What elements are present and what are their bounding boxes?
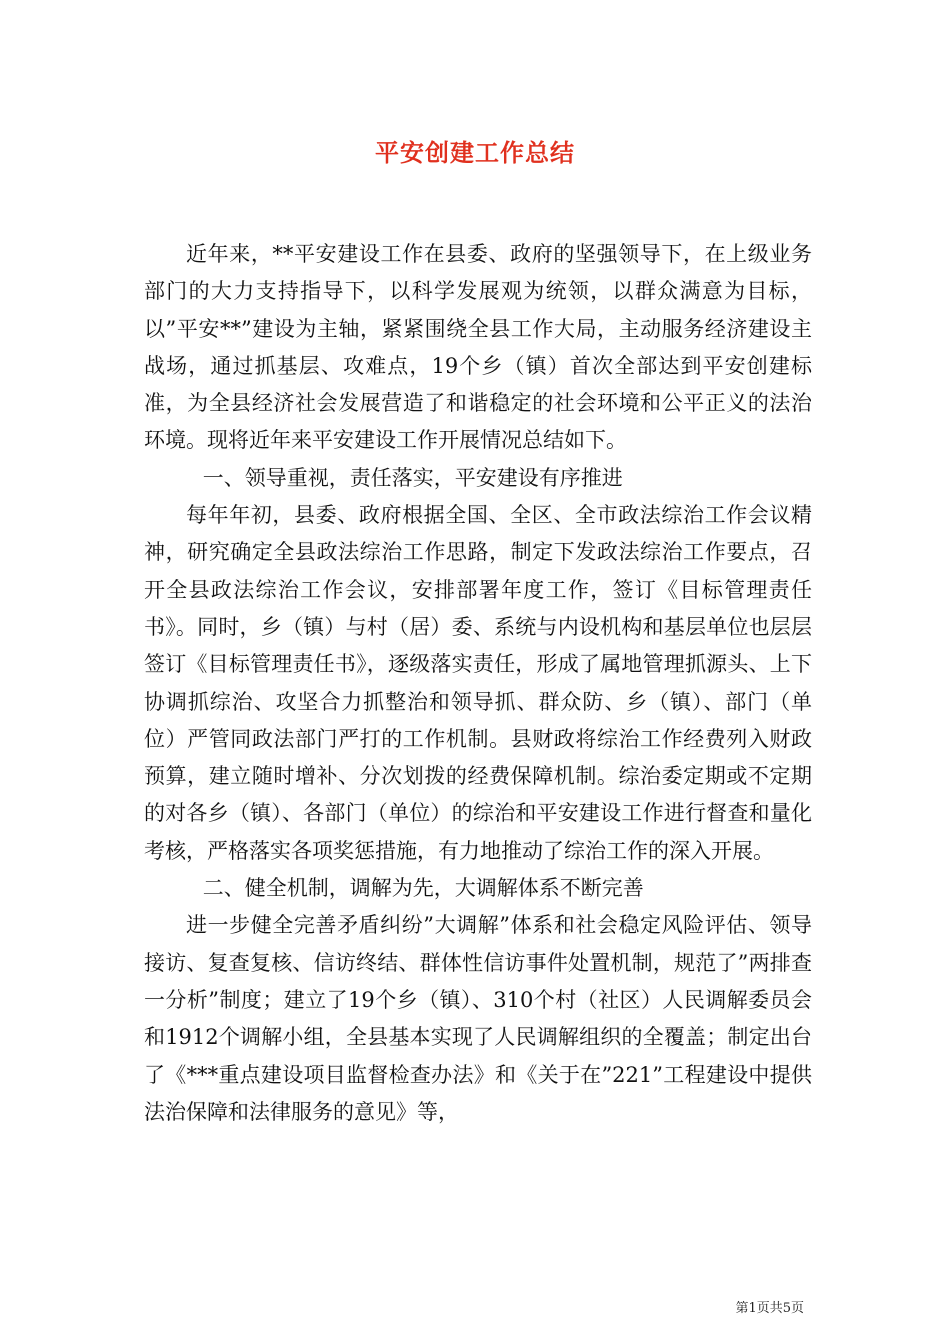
paragraph-section-2: 进一步健全完善矛盾纠纷”大调解”体系和社会稳定风险评估、领导接访、复查复核、信访终结、群体性信访事件处置机制，规范了”两排查一分析”制度；建立了19个乡（镇）、310个村（社区）人民调解委员会和1912个调解小组，全县基本实现了人民调解组织的全覆盖；制定出台了《***重点建设项目监督检查办法》和《关于在”221”工程建设中提供法治保障和法律服务的意见》等， — [144, 913, 812, 1124]
section-heading-2: 二、健全机制，调解为先，大调解体系不断完善 — [202, 876, 644, 901]
page-number: 第1页共5页 — [735, 1301, 804, 1316]
section-heading-1: 一、领导重视，责任落实，平安建设有序推进 — [202, 465, 623, 490]
document-title: 平安创建工作总结 — [375, 138, 575, 167]
document-body — [144, 236, 812, 1131]
paragraph-section-1: 每年年初，县委、政府根据全国、全区、全市政法综治工作会议精神，研究确定全县政法综治工作思路，制定下发政法综治工作要点，召开全县政法综治工作会议，安排部署年度工作，签订《目标管理责任书》。同时，乡（镇）与村（居）委、系统与内设机构和基层单位也层层签订《目标管理责任书》，逐级落实责任，形成了属地管理抓源头、上下协调抓综治、攻坚合力抓整治和领导抓、群众防、乡（镇）、部门（单位）严管同政法部门严打的工作机制。县财政将综治工作经费列入财政预算，建立随时增补、分次划拨的经费保障机制。综治委定期或不定期的对各乡（镇）、各部门（单位）的综治和平安建设工作进行督查和量化考核，严格落实各项奖惩措施，有力地推动了综治工作的深入开展。 — [144, 503, 812, 863]
paragraph-intro: 近年来，**平安建设工作在县委、政府的坚强领导下，在上级业务部门的大力支持指导下，以科学发展观为统领，以群众满意为目标，以”平安**”建设为主轴，紧紧围绕全县工作大局，主动服务经济建设主战场，通过抓基层、攻难点，19个乡（镇）首次全部达到平安创建标准，为全县经济社会发展营造了和谐稳定的社会环境和公平正义的法治环境。现将近年来平安建设工作开展情况总结如下。 — [144, 242, 812, 453]
